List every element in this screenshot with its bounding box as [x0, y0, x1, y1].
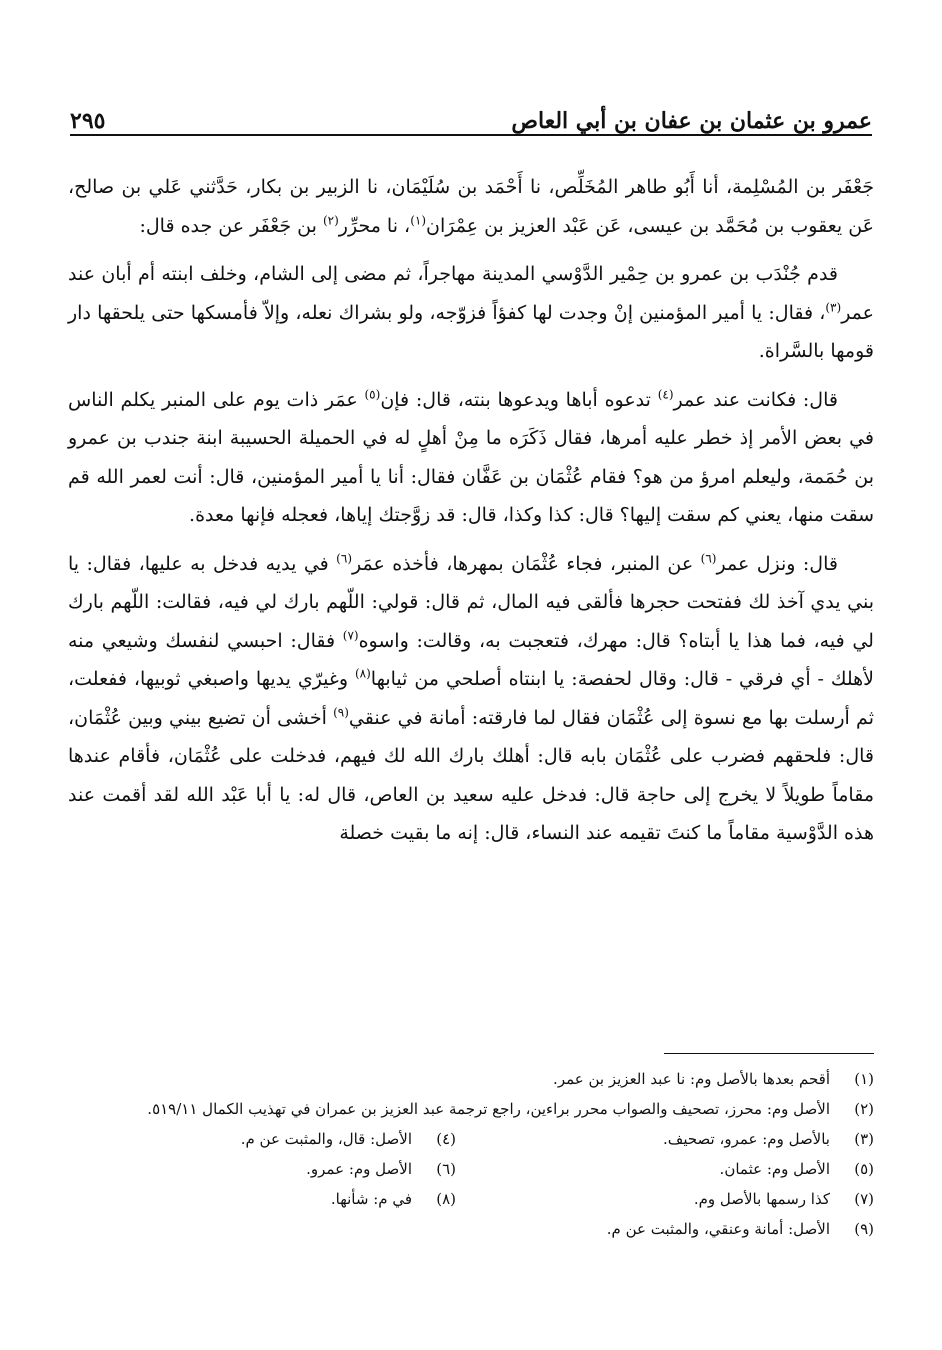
footnote-text: الأصل وم: عمرو.	[306, 1160, 412, 1178]
footnote-text: كذا رسمها بالأصل وم.	[693, 1190, 830, 1208]
running-title: عمرو بن عثمان بن عفان بن أبي العاص	[511, 108, 872, 134]
footnotes	[68, 1064, 874, 1244]
footnote-text: في م: شأنها.	[330, 1190, 412, 1208]
footnote-number: (٣)	[854, 1130, 874, 1148]
footnote-text: الأصل: قال، والمثبت عن م.	[240, 1130, 412, 1148]
paragraph-4	[68, 545, 874, 853]
footnote-grid	[68, 1124, 874, 1214]
text-run: عن المنبر، فجاء عُثْمَان بمهرها، فأخذه عمَر	[352, 552, 701, 575]
footnote-ref: (١)	[410, 213, 427, 228]
main-text	[68, 168, 874, 853]
footnote-2	[68, 1094, 874, 1124]
footnote-text: الأصل: أمانة وعنقي، والمثبت عن م.	[606, 1220, 830, 1238]
footnote-text: الأصل وم: عثمان.	[719, 1160, 830, 1178]
footnote-ref: (٦)	[336, 551, 352, 566]
text-run: قدم جُنْدَب بن عمرو بن حِمْير الدَّوْسي المدينة مهاجراً، ثم مضى إلى الشام، وخلف ابنته أم أبان عند عمر	[68, 263, 874, 324]
text-run: تدعوه أباها ويدعوها بنته، قال: فإن	[380, 388, 658, 411]
footnote-ref: (٢)	[322, 213, 339, 228]
footnote-text: بالأصل وم: عمرو، تصحيف.	[663, 1130, 830, 1148]
footnote-text: أقحم بعدها بالأصل وم: نا عبد العزيز بن عمر.	[553, 1070, 830, 1088]
paragraph-2	[68, 255, 874, 371]
text-run: قال: ونزل عمر	[716, 552, 838, 575]
footnote-7	[486, 1184, 874, 1214]
footnote-number: (٢)	[854, 1100, 874, 1118]
text-run: جَعْفَر بن المُسْلِمة، أنا أَبُو طاهر المُخَلِّص، نا أَحْمَد بن سُلَيْمَان، نا الزبير بن بكار، حَدَّثني عَلي بن صالح، عَن يعقوب بن مُحَمَّد بن عيسى، عَن عَبْد العزيز بن عِمْرَان	[68, 176, 874, 237]
footnote-3	[486, 1124, 874, 1154]
footnote-text: الأصل وم: محرز، تصحيف والصواب محرر براءين، راجع ترجمة عبد العزيز بن عمران في تهذيب الكمال ٥١٩/١١.	[147, 1100, 830, 1118]
footnote-ref: (٦)	[700, 551, 717, 566]
footnote-number: (٨)	[436, 1190, 456, 1208]
footnote-5	[486, 1154, 874, 1184]
text-run: أخشى أن تضيع بيني وبين عُثْمَان، قال: فلحقهم فضرب على عُثْمَان بابه قال: أهلك بارك الله لك فيهم، فدخلت على عُثْمَان، فأقام عندها مقاماً طويلاً لا يخرج إلى حاجة قال: فدخل عليه سعيد بن العاص، قال له: يا أبا عَبْد الله لقد أقمت عند هذه الدَّوْسية مقاماً ما كنتَ تقيمه عند النساء، قال: إنه ما بقيت خصلة	[68, 706, 874, 844]
paragraph-1	[68, 168, 874, 245]
footnote-ref: (٧)	[342, 628, 359, 643]
footnote-4	[68, 1124, 456, 1154]
paragraph-3	[68, 381, 874, 535]
footnote-number: (٩)	[854, 1220, 874, 1238]
footnote-number: (١)	[854, 1070, 874, 1088]
page-header	[70, 98, 872, 136]
footnote-number: (٧)	[854, 1190, 874, 1208]
text-run: ، نا محرِّر	[338, 214, 411, 237]
text-run: عمَر ذات يوم على المنبر يكلم الناس في بعض الأمر إذ خطر عليه أمرها، فقال ذَكَرَه ما مِنْ أهلٍ له في الحميلة الحسيبة ابنة جندب بن عمرو بن حُمَمة، وليعلم امرؤ من هو؟ فقام عُثْمَان بن عَفَّان فقال: أنا يا أمير المؤمنين، قال: أنت لعمر الله قم سقت منها، يعني كم سقت إليها؟ قال: كذا وكذا، قال: قد زوَّجتك إياها، فعجله فإنها معدة.	[68, 388, 874, 526]
text-run: وغيرّي يديها واصبغي ثوبيها، ففعلت، ثم أرسلت بها مع نسوة إلى عُثْمَان فقال لما فارقته: أمانة في عنقي	[68, 668, 874, 729]
footnote-ref: (٨)	[354, 666, 371, 681]
footnote-6	[68, 1154, 456, 1184]
text-run: بن جَعْفَر عن جده قال:	[139, 214, 323, 237]
footnote-ref: (٥)	[364, 387, 381, 402]
footnote-separator	[664, 1053, 874, 1054]
text-run: قال: فكانت عند عمر	[673, 388, 838, 411]
text-run: في يديه فدخل به عليها، فقال: يا بني يدي آخذ لك ففتحت حجرها فألقى فيه المال، ثم قال: قولي: اللّهم بارك لي فيه، فقالت: اللّهم بارك لي فيه، فما هذا يا أبتاه؟ قال: مهرك، فتعجبت به، وقالت: واسوه	[68, 552, 874, 652]
text-run: فقال: احبسي لنفسك وشيعي منه لأهلك - أي فرقي - قال: وقال لحفصة: يا ابنتاه أصلحي من ثيابها	[68, 629, 875, 690]
footnote-ref: (٩)	[333, 705, 349, 720]
footnote-1	[68, 1064, 874, 1094]
page-number: ٢٩٥	[70, 108, 106, 134]
footnote-number: (٤)	[436, 1130, 456, 1148]
footnote-number: (٦)	[436, 1160, 456, 1178]
footnote-number: (٥)	[854, 1160, 874, 1178]
footnote-9	[68, 1214, 874, 1244]
header-rule	[70, 134, 872, 136]
footnote-ref: (٤)	[657, 387, 674, 402]
text-run: ، فقال: يا أمير المؤمنين إنْ وجدت لها كفؤاً فزوّجه، ولو بشراك نعله، وإلاّ فأمسكها حتى يلحقها دار قومها بالسَّراة.	[68, 301, 874, 362]
footnote-8	[68, 1184, 456, 1214]
footnote-ref: (٣)	[825, 300, 842, 315]
